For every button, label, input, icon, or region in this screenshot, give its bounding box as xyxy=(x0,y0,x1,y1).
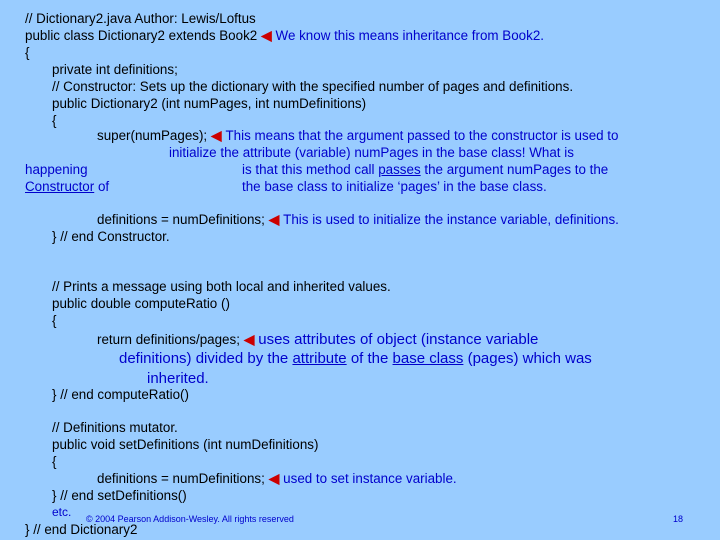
return-note-line2c: (pages) which was xyxy=(467,350,592,367)
line-field-declaration xyxy=(52,62,178,78)
line-return-note-2 xyxy=(119,349,592,368)
line-set-definitions xyxy=(97,471,457,487)
compute-comment: // Prints a message using both local and inherited values. xyxy=(52,279,391,294)
left-arrow-icon: ◀ xyxy=(268,212,280,227)
return-statement: return definitions/pages; xyxy=(97,332,240,347)
line-compute-open-brace xyxy=(52,313,56,329)
class-open-brace: { xyxy=(25,45,30,60)
return-note-line2b: of the xyxy=(350,350,389,367)
line-end-constructor xyxy=(52,229,170,245)
line-return-note-3 xyxy=(147,369,209,388)
page-number: 18 xyxy=(673,514,684,524)
mutator-comment: // Definitions mutator. xyxy=(52,420,178,435)
return-note-line3: inherited. xyxy=(147,370,209,387)
compute-open-brace: { xyxy=(52,313,57,328)
mutator-signature: public void setDefinitions (int numDefinitions) xyxy=(52,437,319,452)
happening-word: happening xyxy=(25,162,88,177)
line-end-compute xyxy=(52,387,189,403)
end-class: } // end Dictionary2 xyxy=(25,522,138,537)
left-arrow-icon: ◀ xyxy=(261,28,272,43)
super-note-line3b: the argument numPages to the xyxy=(424,162,609,177)
definitions-assign: definitions = numDefinitions; xyxy=(97,212,265,227)
base-class-words: base class xyxy=(392,350,464,367)
line-end-class xyxy=(25,522,137,538)
set-definitions-note: used to set instance variable. xyxy=(283,471,457,486)
return-note-line1: uses attributes of object (instance variable xyxy=(258,331,539,348)
constructor-signature: public Dictionary2 (int numPages, int numDefinitions) xyxy=(52,96,367,111)
line-constructor-of xyxy=(25,179,109,195)
constructor-comment: // Constructor: Sets up the dictionary with the specified number of pages and definitions. xyxy=(52,79,574,94)
line-return xyxy=(97,330,538,349)
left-arrow-icon: ◀ xyxy=(243,332,255,347)
super-note-line2: initialize the attribute (variable) numPages in the base class! What is xyxy=(169,145,574,160)
line-constructor-open-brace xyxy=(52,113,56,129)
line-super-note-2 xyxy=(169,145,574,161)
return-note-line2a: definitions) divided by the xyxy=(119,350,289,367)
super-note-line1: This means that the argument passed to the constructor is used to xyxy=(225,128,619,143)
line-compute-signature xyxy=(52,296,230,312)
line-mutator-signature xyxy=(52,437,318,453)
line-mutator-comment xyxy=(52,420,178,436)
of-word: of xyxy=(97,179,110,194)
header-comment: // Dictionary2.java Author: Lewis/Loftus xyxy=(25,11,256,26)
field-declaration: private int definitions; xyxy=(52,62,178,77)
line-super-call xyxy=(97,128,618,144)
line-class-open-brace xyxy=(25,45,29,61)
line-end-mutator xyxy=(52,488,187,504)
set-definitions: definitions = numDefinitions; xyxy=(97,471,265,486)
mutator-open-brace: { xyxy=(52,454,57,469)
inheritance-note: We know this means inheritance from Book2. xyxy=(275,28,544,43)
class-declaration: public class Dictionary2 extends Book2 xyxy=(25,28,258,43)
constructor-word: Constructor xyxy=(25,179,95,194)
line-mutator-open-brace xyxy=(52,454,56,470)
line-class-declaration xyxy=(25,28,544,44)
super-call: super(numPages); xyxy=(97,128,208,143)
line-constructor-comment xyxy=(52,79,573,95)
line-constructor-signature xyxy=(52,96,366,112)
line-compute-comment xyxy=(52,279,391,295)
super-note-line3a: is that this method call xyxy=(242,162,375,177)
etc-label: etc. xyxy=(52,505,72,519)
attribute-word: attribute xyxy=(292,350,347,367)
super-note-line4: the base class to initialize ‘pages’ in the base class. xyxy=(242,179,547,194)
left-arrow-icon: ◀ xyxy=(211,128,222,143)
line-super-note-4 xyxy=(242,179,547,195)
left-arrow-icon: ◀ xyxy=(268,471,280,486)
definitions-assign-note: This is used to initialize the instance variable, definitions. xyxy=(283,212,619,227)
end-compute: } // end computeRatio() xyxy=(52,387,189,402)
line-happening xyxy=(25,162,88,178)
line-super-note-3 xyxy=(242,162,608,178)
end-constructor: } // end Constructor. xyxy=(52,229,170,244)
constructor-open-brace: { xyxy=(52,113,57,128)
end-mutator: } // end setDefinitions() xyxy=(52,488,187,503)
passes-word: passes xyxy=(378,162,421,177)
copyright-text: © 2004 Pearson Addison-Wesley. All rights reserved xyxy=(86,514,294,524)
line-definitions-assign xyxy=(97,212,619,228)
line-header-comment xyxy=(25,11,256,27)
compute-signature: public double computeRatio () xyxy=(52,296,230,311)
